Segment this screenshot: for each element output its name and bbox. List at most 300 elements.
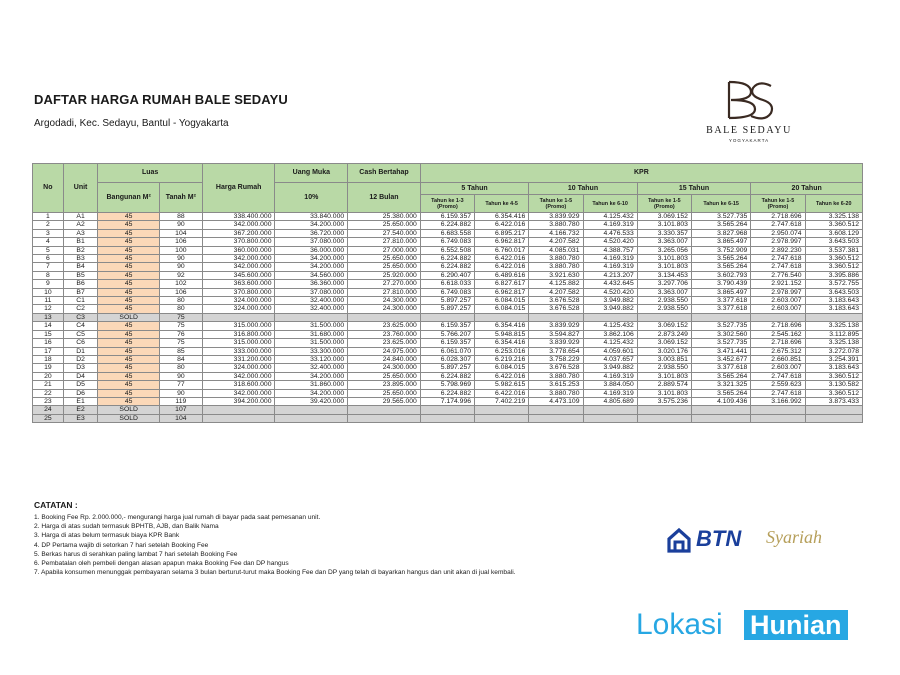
table-cell: 6 bbox=[33, 255, 64, 263]
price-table bbox=[32, 163, 863, 423]
table-cell: 3.183.643 bbox=[805, 364, 862, 372]
table-cell bbox=[637, 414, 691, 422]
table-cell: 3.130.582 bbox=[805, 381, 862, 389]
table-cell bbox=[202, 406, 275, 414]
table-cell: 3.325.138 bbox=[805, 322, 862, 330]
table-cell: 21 bbox=[33, 381, 64, 389]
table-cell: 3.297.706 bbox=[637, 280, 691, 288]
header-cash-sub: 12 Bulan bbox=[348, 183, 421, 213]
notes-section bbox=[34, 500, 654, 577]
table-cell: 23.625.000 bbox=[348, 339, 421, 347]
table-cell bbox=[751, 414, 805, 422]
table-cell: 3.360.512 bbox=[805, 372, 862, 380]
table-cell: 6.354.416 bbox=[475, 322, 529, 330]
table-cell: 4.169.319 bbox=[583, 372, 637, 380]
table-cell: 27.540.000 bbox=[348, 229, 421, 237]
table-cell bbox=[691, 414, 750, 422]
table-cell: 3.325.138 bbox=[805, 339, 862, 347]
table-cell: D4 bbox=[63, 372, 98, 380]
table-cell: 3.827.968 bbox=[691, 229, 750, 237]
table-cell: 3.265.056 bbox=[637, 246, 691, 254]
table-cell: 4.520.420 bbox=[583, 288, 637, 296]
table-cell: 6.618.033 bbox=[420, 280, 474, 288]
table-cell: 84 bbox=[159, 355, 202, 363]
table-cell: 360.000.000 bbox=[202, 246, 275, 254]
table-cell: 102 bbox=[159, 280, 202, 288]
table-cell: 6.749.083 bbox=[420, 288, 474, 296]
table-cell: 2.718.696 bbox=[751, 213, 805, 221]
table-row bbox=[33, 364, 863, 372]
table-cell: 4 bbox=[33, 238, 64, 246]
table-cell: B3 bbox=[63, 255, 98, 263]
table-cell: 4.166.732 bbox=[529, 229, 583, 237]
table-cell: 3.527.735 bbox=[691, 322, 750, 330]
table-cell: 4.125.432 bbox=[583, 339, 637, 347]
table-cell: 45 bbox=[98, 347, 159, 355]
table-cell: 4.169.319 bbox=[583, 389, 637, 397]
table-cell: SOLD bbox=[98, 414, 159, 422]
table-cell: 3.676.528 bbox=[529, 364, 583, 372]
table-cell: E3 bbox=[63, 414, 98, 422]
table-cell: 3.360.512 bbox=[805, 255, 862, 263]
table-cell bbox=[691, 406, 750, 414]
table-cell: C2 bbox=[63, 305, 98, 313]
table-cell: D1 bbox=[63, 347, 98, 355]
table-cell: 3.471.441 bbox=[691, 347, 750, 355]
table-cell: 3.363.007 bbox=[637, 288, 691, 296]
table-cell bbox=[529, 406, 583, 414]
table-cell: 4.520.420 bbox=[583, 238, 637, 246]
table-cell: 18 bbox=[33, 355, 64, 363]
table-cell bbox=[348, 414, 421, 422]
table-cell: 23 bbox=[33, 397, 64, 405]
table-cell: 3.602.793 bbox=[691, 271, 750, 279]
table-cell: 394.200.000 bbox=[202, 397, 275, 405]
header-t10b: Tahun ke 6-10 bbox=[583, 195, 637, 213]
table-cell bbox=[805, 406, 862, 414]
table-cell: 45 bbox=[98, 389, 159, 397]
table-cell: 25.650.000 bbox=[348, 372, 421, 380]
table-cell: 6.422.016 bbox=[475, 221, 529, 229]
table-cell: 45 bbox=[98, 213, 159, 221]
table-cell: 3.676.528 bbox=[529, 305, 583, 313]
table-cell: 6.422.016 bbox=[475, 389, 529, 397]
table-cell: 6.827.617 bbox=[475, 280, 529, 288]
table-cell: 6.159.357 bbox=[420, 339, 474, 347]
table-cell: 24.300.000 bbox=[348, 305, 421, 313]
table-cell bbox=[348, 406, 421, 414]
table-cell: 4.125.882 bbox=[529, 280, 583, 288]
table-cell: C4 bbox=[63, 322, 98, 330]
table-cell: 3.839.929 bbox=[529, 339, 583, 347]
table-cell: 3.101.803 bbox=[637, 389, 691, 397]
header-t10a: Tahun ke 1-5 (Promo) bbox=[529, 195, 583, 213]
table-cell: 4.169.319 bbox=[583, 263, 637, 271]
table-cell: 6.084.015 bbox=[475, 305, 529, 313]
table-cell: 3.880.780 bbox=[529, 389, 583, 397]
price-table-body bbox=[33, 213, 863, 423]
table-cell: 34.200.000 bbox=[275, 221, 348, 229]
table-cell: 2 bbox=[33, 221, 64, 229]
table-cell: 22 bbox=[33, 389, 64, 397]
notes-title: CATATAN : bbox=[34, 500, 78, 510]
header-15-tahun: 15 Tahun bbox=[637, 183, 751, 195]
table-cell: 6.422.016 bbox=[475, 255, 529, 263]
table-cell: 5.766.207 bbox=[420, 330, 474, 338]
table-cell: 3.360.512 bbox=[805, 389, 862, 397]
table-cell: 25.650.000 bbox=[348, 389, 421, 397]
table-cell: 104 bbox=[159, 229, 202, 237]
table-cell: 3.643.503 bbox=[805, 288, 862, 296]
table-cell: 2.889.574 bbox=[637, 381, 691, 389]
table-cell: 45 bbox=[98, 322, 159, 330]
table-cell: A2 bbox=[63, 221, 98, 229]
table-cell: 6.354.416 bbox=[475, 339, 529, 347]
table-row bbox=[33, 355, 863, 363]
table-cell: 3.166.992 bbox=[751, 397, 805, 405]
table-cell: 3.101.803 bbox=[637, 255, 691, 263]
table-cell: 3.101.803 bbox=[637, 263, 691, 271]
table-cell: 25 bbox=[33, 414, 64, 422]
table-cell: 342.000.000 bbox=[202, 372, 275, 380]
table-cell bbox=[202, 313, 275, 321]
table-cell: 31.860.000 bbox=[275, 381, 348, 389]
table-cell: 4.388.757 bbox=[583, 246, 637, 254]
table-cell: 3.360.512 bbox=[805, 221, 862, 229]
table-cell: 5.897.257 bbox=[420, 297, 474, 305]
table-cell: 25.650.000 bbox=[348, 263, 421, 271]
table-cell: 6.354.416 bbox=[475, 213, 529, 221]
table-cell: 6.749.083 bbox=[420, 238, 474, 246]
table-cell bbox=[420, 406, 474, 414]
table-cell: 4.432.645 bbox=[583, 280, 637, 288]
table-cell: D3 bbox=[63, 364, 98, 372]
table-cell: 6.224.882 bbox=[420, 389, 474, 397]
table-cell bbox=[637, 406, 691, 414]
table-cell: 77 bbox=[159, 381, 202, 389]
table-cell: 3.565.264 bbox=[691, 255, 750, 263]
table-cell: 3.527.735 bbox=[691, 339, 750, 347]
header-harga: Harga Rumah bbox=[202, 164, 275, 213]
table-cell: 3.862.106 bbox=[583, 330, 637, 338]
table-cell: 29.565.000 bbox=[348, 397, 421, 405]
table-cell: 7 bbox=[33, 263, 64, 271]
table-cell: 2.559.623 bbox=[751, 381, 805, 389]
table-cell: 3.752.909 bbox=[691, 246, 750, 254]
table-cell: 33.840.000 bbox=[275, 213, 348, 221]
table-cell: 45 bbox=[98, 263, 159, 271]
table-cell: 92 bbox=[159, 271, 202, 279]
table-cell bbox=[475, 406, 529, 414]
table-cell: 20 bbox=[33, 372, 64, 380]
header-t5a: Tahun ke 1-3 (Promo) bbox=[420, 195, 474, 213]
header-t15b: Tahun ke 6-15 bbox=[691, 195, 750, 213]
table-row bbox=[33, 297, 863, 305]
table-cell: 3.758.229 bbox=[529, 355, 583, 363]
table-cell: 2.938.550 bbox=[637, 297, 691, 305]
table-cell: 3.565.264 bbox=[691, 221, 750, 229]
table-cell: 23.895.000 bbox=[348, 381, 421, 389]
note-item: 5. Berkas harus di serahkan paling lambat 7 hari setelah Booking Fee bbox=[34, 550, 238, 558]
table-cell: 2.950.074 bbox=[751, 229, 805, 237]
table-cell: 6.895.217 bbox=[475, 229, 529, 237]
table-cell: 5 bbox=[33, 246, 64, 254]
watermark-part1: Lokasi bbox=[636, 608, 723, 641]
table-cell: 45 bbox=[98, 397, 159, 405]
table-cell: 3.839.929 bbox=[529, 322, 583, 330]
table-cell: 6.683.558 bbox=[420, 229, 474, 237]
header-uang-muka: Uang Muka bbox=[275, 164, 348, 183]
table-cell bbox=[475, 414, 529, 422]
table-cell: 3.594.827 bbox=[529, 330, 583, 338]
header-kpr: KPR bbox=[420, 164, 862, 183]
table-cell: 4.213.207 bbox=[583, 271, 637, 279]
table-cell: SOLD bbox=[98, 313, 159, 321]
table-row bbox=[33, 255, 863, 263]
table-cell: 3.608.129 bbox=[805, 229, 862, 237]
header-10-tahun: 10 Tahun bbox=[529, 183, 637, 195]
page-title: DAFTAR HARGA RUMAH BALE SEDAYU bbox=[34, 92, 288, 107]
table-cell: 34.200.000 bbox=[275, 372, 348, 380]
table-cell: 3.272.078 bbox=[805, 347, 862, 355]
table-cell: 2.978.997 bbox=[751, 238, 805, 246]
table-cell bbox=[583, 313, 637, 321]
table-cell: C5 bbox=[63, 330, 98, 338]
table-cell bbox=[529, 414, 583, 422]
table-cell: 90 bbox=[159, 221, 202, 229]
table-cell: 45 bbox=[98, 330, 159, 338]
table-cell: 45 bbox=[98, 246, 159, 254]
table-cell: 4.473.109 bbox=[529, 397, 583, 405]
table-cell: 7.402.219 bbox=[475, 397, 529, 405]
table-cell: 2.603.007 bbox=[751, 305, 805, 313]
table-cell: 3.949.882 bbox=[583, 297, 637, 305]
table-cell: 45 bbox=[98, 305, 159, 313]
table-cell: 85 bbox=[159, 347, 202, 355]
table-cell: 45 bbox=[98, 280, 159, 288]
table-cell: 6.962.817 bbox=[475, 238, 529, 246]
table-cell: 3 bbox=[33, 229, 64, 237]
table-cell: 4.805.689 bbox=[583, 397, 637, 405]
table-cell: 6.061.070 bbox=[420, 347, 474, 355]
table-cell: 342.000.000 bbox=[202, 221, 275, 229]
table-cell: 6.760.017 bbox=[475, 246, 529, 254]
table-cell: 3.377.618 bbox=[691, 364, 750, 372]
note-item: 4. DP Pertama wajib di setorkan 7 hari setelah Booking Fee bbox=[34, 541, 209, 549]
table-row bbox=[33, 238, 863, 246]
header-um-pct: 10% bbox=[275, 183, 348, 213]
header-t20b: Tahun ke 6-20 bbox=[805, 195, 862, 213]
table-cell: 6.290.407 bbox=[420, 271, 474, 279]
table-cell: 3.254.391 bbox=[805, 355, 862, 363]
table-cell: 2.747.618 bbox=[751, 389, 805, 397]
table-cell: 13 bbox=[33, 313, 64, 321]
table-cell: 6.422.016 bbox=[475, 263, 529, 271]
header-t5b: Tahun ke 4-5 bbox=[475, 195, 529, 213]
table-cell: 4.059.601 bbox=[583, 347, 637, 355]
table-cell: 6.552.508 bbox=[420, 246, 474, 254]
table-cell: 3.020.176 bbox=[637, 347, 691, 355]
table-cell: 3.134.453 bbox=[637, 271, 691, 279]
table-cell: 32.400.000 bbox=[275, 297, 348, 305]
table-cell: 5.897.257 bbox=[420, 364, 474, 372]
table-cell: 3.395.886 bbox=[805, 271, 862, 279]
table-cell: 80 bbox=[159, 297, 202, 305]
table-cell: B7 bbox=[63, 288, 98, 296]
btn-brand-text: BTN bbox=[696, 526, 742, 551]
table-cell: 4.169.319 bbox=[583, 255, 637, 263]
table-cell: D2 bbox=[63, 355, 98, 363]
table-cell: 45 bbox=[98, 355, 159, 363]
table-cell: 338.400.000 bbox=[202, 213, 275, 221]
table-cell: 3.865.497 bbox=[691, 238, 750, 246]
table-row bbox=[33, 389, 863, 397]
table-cell: 3.069.152 bbox=[637, 322, 691, 330]
bs-monogram-icon bbox=[719, 78, 779, 122]
table-cell: 33.300.000 bbox=[275, 347, 348, 355]
table-cell: 19 bbox=[33, 364, 64, 372]
header-t20a: Tahun ke 1-5 (Promo) bbox=[751, 195, 805, 213]
table-row bbox=[33, 271, 863, 279]
table-cell bbox=[275, 414, 348, 422]
table-cell: 37.080.000 bbox=[275, 238, 348, 246]
table-cell: 45 bbox=[98, 288, 159, 296]
table-cell: 3.069.152 bbox=[637, 213, 691, 221]
table-cell: 27.810.000 bbox=[348, 288, 421, 296]
table-cell bbox=[583, 406, 637, 414]
table-cell: 6.224.882 bbox=[420, 372, 474, 380]
table-cell: 318.600.000 bbox=[202, 381, 275, 389]
table-cell bbox=[475, 313, 529, 321]
table-cell: 2.938.550 bbox=[637, 364, 691, 372]
table-cell: 100 bbox=[159, 246, 202, 254]
table-cell: 4.037.657 bbox=[583, 355, 637, 363]
table-cell bbox=[691, 313, 750, 321]
table-cell: 31.500.000 bbox=[275, 339, 348, 347]
table-cell: 25.380.000 bbox=[348, 213, 421, 221]
table-cell: C6 bbox=[63, 339, 98, 347]
table-cell: 5.798.969 bbox=[420, 381, 474, 389]
table-cell: 3.101.803 bbox=[637, 221, 691, 229]
table-cell: 45 bbox=[98, 221, 159, 229]
table-cell: 31.500.000 bbox=[275, 322, 348, 330]
table-row bbox=[33, 263, 863, 271]
note-item: 3. Harga di atas belum termasuk biaya KPR Bank bbox=[34, 532, 180, 540]
table-cell: 324.000.000 bbox=[202, 305, 275, 313]
header-t15a: Tahun ke 1-5 (Promo) bbox=[637, 195, 691, 213]
table-cell: 3.069.152 bbox=[637, 339, 691, 347]
note-item: 7. Apabila konsumen menunggak pembayaran selama 3 bulan berturut-turut maka Booking Fee dan DP yang telah di bayarkan hangus dan unit akan di jual kembali. bbox=[34, 569, 516, 577]
table-cell: 3.839.929 bbox=[529, 213, 583, 221]
table-cell: 45 bbox=[98, 238, 159, 246]
table-cell: 3.676.528 bbox=[529, 297, 583, 305]
table-cell: 1 bbox=[33, 213, 64, 221]
table-cell: 6.028.307 bbox=[420, 355, 474, 363]
table-cell: 363.600.000 bbox=[202, 280, 275, 288]
table-cell: 45 bbox=[98, 255, 159, 263]
watermark-part2: Hunian bbox=[744, 610, 848, 640]
table-cell bbox=[583, 414, 637, 422]
table-cell: 4.125.432 bbox=[583, 322, 637, 330]
table-cell: 104 bbox=[159, 414, 202, 422]
table-cell: 3.572.755 bbox=[805, 280, 862, 288]
table-cell: 27.000.000 bbox=[348, 246, 421, 254]
table-cell: 370.800.000 bbox=[202, 238, 275, 246]
table-cell: 80 bbox=[159, 305, 202, 313]
table-cell bbox=[275, 406, 348, 414]
table-cell: 34.560.000 bbox=[275, 271, 348, 279]
table-row bbox=[33, 397, 863, 405]
btn-syariah-text: Syariah bbox=[766, 527, 822, 547]
table-cell: 6.219.216 bbox=[475, 355, 529, 363]
table-row bbox=[33, 322, 863, 330]
table-cell: 34.200.000 bbox=[275, 389, 348, 397]
header-unit: Unit bbox=[63, 164, 98, 213]
table-cell: 24.300.000 bbox=[348, 297, 421, 305]
logo-subtitle: YOGYAKARTA bbox=[728, 138, 770, 143]
table-cell: 4.169.319 bbox=[583, 221, 637, 229]
table-cell: 3.003.851 bbox=[637, 355, 691, 363]
table-cell: A3 bbox=[63, 229, 98, 237]
table-cell: 8 bbox=[33, 271, 64, 279]
table-cell: 3.949.882 bbox=[583, 364, 637, 372]
table-cell: 3.615.253 bbox=[529, 381, 583, 389]
table-cell: 2.873.249 bbox=[637, 330, 691, 338]
table-cell: 107 bbox=[159, 406, 202, 414]
table-cell: 37.080.000 bbox=[275, 288, 348, 296]
table-cell: 12 bbox=[33, 305, 64, 313]
header-tanah: Tanah M² bbox=[159, 183, 202, 213]
table-cell: 342.000.000 bbox=[202, 389, 275, 397]
table-cell: 24.840.000 bbox=[348, 355, 421, 363]
note-item: 6. Pembatalan oleh pembeli dengan alasan apapun maka Booking Fee dan DP hangus bbox=[34, 560, 289, 568]
table-row bbox=[33, 330, 863, 338]
table-cell: 25.920.000 bbox=[348, 271, 421, 279]
table-cell: E2 bbox=[63, 406, 98, 414]
table-cell: 90 bbox=[159, 263, 202, 271]
table-cell: 5.897.257 bbox=[420, 305, 474, 313]
table-cell: 7.174.996 bbox=[420, 397, 474, 405]
table-cell bbox=[805, 313, 862, 321]
table-cell: 36.720.000 bbox=[275, 229, 348, 237]
table-cell: 3.101.803 bbox=[637, 372, 691, 380]
table-cell: 3.321.325 bbox=[691, 381, 750, 389]
table-cell: 345.600.000 bbox=[202, 271, 275, 279]
table-cell: B5 bbox=[63, 271, 98, 279]
table-cell: 88 bbox=[159, 213, 202, 221]
table-row bbox=[33, 305, 863, 313]
table-cell: 3.112.895 bbox=[805, 330, 862, 338]
table-cell: 3.565.264 bbox=[691, 389, 750, 397]
table-cell: 90 bbox=[159, 372, 202, 380]
table-cell: 3.565.264 bbox=[691, 263, 750, 271]
table-cell: C3 bbox=[63, 313, 98, 321]
header-5-tahun: 5 Tahun bbox=[420, 183, 528, 195]
table-cell: 4.125.432 bbox=[583, 213, 637, 221]
table-row bbox=[33, 381, 863, 389]
table-cell: 6.159.357 bbox=[420, 213, 474, 221]
table-cell: 3.778.654 bbox=[529, 347, 583, 355]
bale-sedayu-logo bbox=[694, 78, 804, 148]
table-cell: 45 bbox=[98, 364, 159, 372]
table-row bbox=[33, 213, 863, 221]
table-cell: 36.000.000 bbox=[275, 246, 348, 254]
table-cell: 24 bbox=[33, 406, 64, 414]
table-cell: 6.224.882 bbox=[420, 263, 474, 271]
table-cell bbox=[805, 414, 862, 422]
table-cell: 3.790.439 bbox=[691, 280, 750, 288]
table-cell bbox=[420, 414, 474, 422]
